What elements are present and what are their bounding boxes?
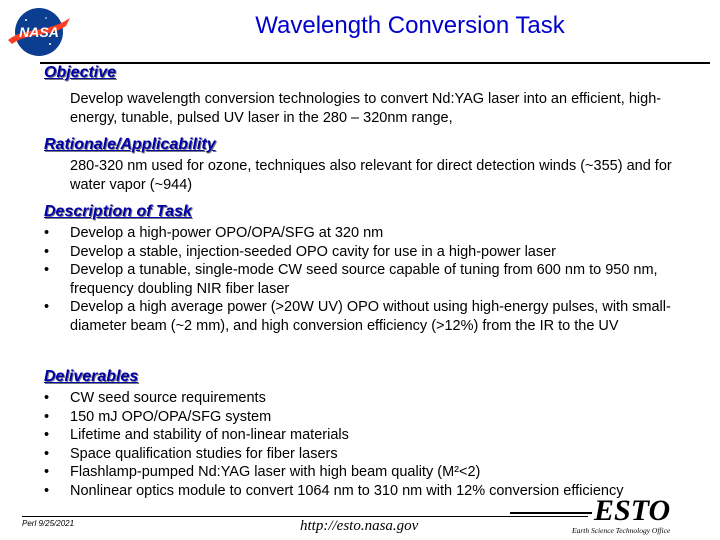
- list-item: • Develop a stable, injection-seeded OPO cavity for use in a high-power laser: [44, 243, 557, 260]
- footer-date: Perl 9/25/2021: [22, 519, 75, 528]
- list-item: • Space qualification studies for fiber lasers: [44, 445, 338, 462]
- rationale-heading: Rationale/Applicability: [44, 136, 216, 153]
- esto-subtitle: Earth Science Technology Office: [572, 526, 671, 535]
- bullet-icon: •: [44, 408, 50, 425]
- bullet-icon: •: [44, 390, 50, 406]
- list-item: • Lifetime and stability of non-linear materials: [44, 427, 349, 443]
- bullet-icon: •: [44, 299, 50, 315]
- objective-text: Develop wavelength conversion technologies to convert Nd:YAG laser into an efficient, high-energy, tunable, pulsed UV laser in the 280 – 320nm range,: [70, 91, 662, 126]
- list-item: • Develop a high-power OPO/OPA/SFG at 320 nm: [44, 225, 384, 241]
- list-item: • Nonlinear optics module to convert 1064 nm to 310 nm with 12% conversion efficiency: [44, 482, 624, 499]
- description-heading: Description of Task: [44, 203, 192, 220]
- bullet-icon: •: [44, 464, 50, 480]
- list-item: • 150 mJ OPO/OPA/SFG system: [44, 408, 272, 425]
- list-item: • Develop a high average power (>20W UV) OPO without using high-energy pulses, with small-diameter beam (~2 mm), and high conversion efficiency (>12%) from the IR to the UV: [44, 299, 671, 334]
- list-item: • Develop a tunable, single-mode CW seed source capable of tuning from 600 nm to 950 nm, frequency doubling NIR fiber laser: [44, 262, 658, 297]
- bullet-icon: •: [44, 262, 50, 278]
- footer-divider: [22, 516, 588, 517]
- description-list: [44, 224, 694, 335]
- slide-title: Wavelength Conversion Task: [255, 12, 565, 39]
- bullet-icon: •: [44, 243, 50, 260]
- esto-logo: ESTO: [594, 494, 671, 527]
- list-item: • CW seed source requirements: [44, 390, 266, 406]
- rationale-text: 280-320 nm used for ozone, techniques also relevant for direct detection winds (~355) and for water vapor (~944): [70, 158, 672, 193]
- esto-underline: [510, 512, 592, 514]
- list-item: • Flashlamp-pumped Nd:YAG laser with high beam quality (M²<2): [44, 464, 481, 480]
- title-divider: [40, 62, 710, 64]
- deliverables-heading: Deliverables: [44, 368, 139, 385]
- objective-heading: Objective: [44, 64, 117, 81]
- bullet-icon: •: [44, 427, 50, 443]
- bullet-icon: •: [44, 482, 50, 499]
- svg-text:NASA: NASA: [19, 24, 59, 40]
- footer-url-link[interactable]: http://esto.nasa.gov: [300, 518, 419, 534]
- bullet-icon: •: [44, 225, 50, 241]
- bullet-icon: •: [44, 445, 50, 462]
- deliverables-list: [44, 389, 694, 500]
